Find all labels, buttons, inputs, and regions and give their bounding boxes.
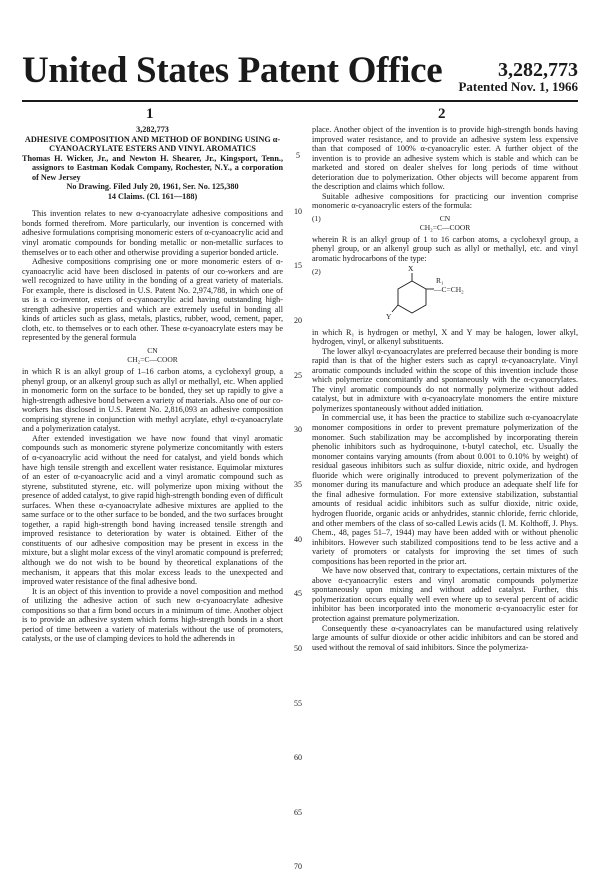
line-number: 50	[294, 644, 302, 653]
line-number: 60	[294, 753, 302, 762]
paragraph: Suitable adhesive compositions for practicing our invention comprise monomeric α-cyanoacrylic esters of the formula:	[312, 191, 578, 211]
line-number: 35	[294, 480, 302, 489]
formula-cn: CN	[147, 346, 158, 356]
inventors: Thomas H. Wicker, Jr., and Newton H. Shearer, Jr., Kingsport, Tenn., assignors to Eastman Kodak Company, Rochester, N.Y., a corporation of New Jersey	[22, 153, 283, 182]
column-number-left: 1	[146, 106, 154, 122]
benzene-ring-diagram	[382, 267, 472, 325]
formula-label: (1)	[312, 213, 321, 223]
line-number: 45	[294, 589, 302, 598]
claims-info: 14 Claims. (Cl. 161—188)	[107, 191, 198, 201]
patent-number: 3,282,773	[498, 59, 578, 81]
line-number: 20	[294, 316, 302, 325]
header-rule	[22, 100, 578, 102]
paragraph: place. Another object of the invention is to provide high-strength bonds having improved water resistance, and to provide an adhesive system less expensive than that composed of 100% α-cyanoacrylic ester. A further object of the invention is to provide an adhesive system which is stable and which can be marketed and stored on dealer shelves for long periods of time without deterioration due to polymerization. Other objects will become apparent from the description and claims which follow.	[312, 125, 578, 192]
patent-number-small: 3,282,773	[136, 125, 169, 134]
substituent-y: Y	[386, 311, 392, 321]
formula-main: CH₂=C—COOR	[127, 355, 178, 365]
line-number: 65	[294, 808, 302, 817]
vinyl-group: —C=CH₂	[434, 284, 464, 294]
line-number: 30	[294, 425, 302, 434]
formula-2	[312, 263, 578, 325]
substituent-r1: R₁	[436, 275, 444, 285]
line-number: 10	[294, 207, 302, 216]
paragraph: This invention relates to new α-cyanoacrylate adhesive compositions and bonds formed therefrom. More particularly, our invention is concerned with adhesive formulations comprising monomeric esters of α-cyanoacrylic acid and vinyl aromatic compounds for bonding metallic or non-metallic surfaces to themselves or to each other and otherwise providing a superior bonded article.	[22, 209, 283, 257]
right-column	[312, 125, 578, 652]
line-number: 70	[294, 862, 302, 871]
line-number: 5	[296, 151, 300, 160]
line-number: 55	[294, 699, 302, 708]
substituent-x: X	[408, 263, 414, 273]
paragraph: We have now observed that, contrary to expectations, certain mixtures of the above α-cyanoacrylic esters and vinyl aromatic compounds polymerize spontaneously upon mixing and without added catalyst. Further, this polymerization occurs equally well even where up to several percent of acidic inhibitor has been incorporated into the monomeric α-cyanoacrylic ester for protection against premature polymerization.	[312, 566, 578, 623]
line-number: 15	[294, 261, 302, 270]
patented-date: Patented Nov. 1, 1966	[458, 79, 578, 94]
left-column	[22, 125, 283, 644]
formula-1	[312, 214, 578, 232]
office-title: United States Patent Office	[22, 50, 443, 91]
general-formula	[22, 346, 283, 364]
formula-main: CH₂=C—COOR	[419, 222, 471, 232]
paragraph: After extended investigation we have now found that vinyl aromatic compounds such as monomeric styrene polymerize concomitantly with esters of α-cyanoacrylic acid without the need for catalyst, and yield bonds which have high tensile strength and excellent water resistance. Equimolar mixtures of an ester of α-cyanoacrylic acid and a vinyl aromatic compound such as styrene, substituted styrene, etc. will polymerize upon mixing without the presence of added catalyst, to give rapid high-strength bonding even of difficult surfaces. When these α-cyanoacrylate adhesive mixtures are applied to the same surface or to the other surface to be bonded, and the two surfaces brought together, a rapid high-strength bond having increased tensile strength and improved resistance to deterioration by water is obtained. Either of the constituents of our adhesive composition may be present in excess in the mixture, but a slight molar excess of the vinyl aromatic compound is preferred; although we do not wish to be bound by theoretical explanations of the mechanism, it appears that this molar excess leads to the unexpected and improved water resistance of the final adhesive bond.	[22, 433, 283, 587]
paragraph: The lower alkyl α-cyanoacrylates are preferred because their bonding is more rapid than is that of the higher esters such as capryl α-cyanoacrylate. Vinyl aromatic compounds included within the scope of this invention include those which polymerize concomitantly and spontaneously with the α-cyanocrylates. The vinyl aromatic compounds do not normally polymerize without added catalyst, but in admixture with α-cyanoacrylate monomers the entire mixture polymerizes spontaneously without added initiation.	[312, 346, 578, 413]
paragraph: in which R₁ is hydrogen or methyl, X and Y may be halogen, lower alkyl, hydrogen, vinyl, or alkenyl substituents.	[312, 327, 578, 347]
paragraph: wherein R is an alkyl group of 1 to 16 carbon atoms, a cyclohexyl group, a phenyl group, or an alkenyl group such as allyl or methallyl, etc. and vinyl aromatic hydrocarbons of the type:	[312, 234, 578, 264]
paragraph: It is an object of this invention to provide a novel composition and method of utilizing the adhesive action of such new α-cyanoacrylate adhesive compositions so that a firm bond occurs in a minimum of time. Another object is to provide an adhesive system which forms high-strength bonds in a short period of time between a variety of materials without the use of promoters, catalysts, or the use of clamping devices to hold the adherends in	[22, 586, 283, 644]
filing-info: No Drawing. Filed July 20, 1961, Ser. No. 125,380	[66, 182, 239, 192]
paragraph: Adhesive compositions comprising one or more monomeric esters of α-cyanoacrylic acid have been disclosed in patents of our co-workers and are well recognized to have utility in the bonding of a great variety of materials. For example, there is disclosed in U.S. Patent No. 2,974,788, in which one of us is a co-inventor, esters of α-cyanoacrylic acid having outstanding high-strength adhesive properties and which are extremely useful in bonding all kinds of articles such as glass, metals, plastics, rubber, wood, cement, paper, cloth, etc. to themselves or to each other. These α-cyanoacrylate esters may be represented by the general formula	[22, 257, 283, 343]
paragraph: in which R is an alkyl group of 1–16 carbon atoms, a cyclohexyl group, a phenyl group, or an alkenyl group such as allyl or methallyl, etc. When applied in monomeric form on the surface to be bonded, they set up rapidly to give a high-strength adhesive bond between a variety of materials. Also one of our co-workers has disclosed in U.S. Patent No. 2,816,093 an adhesive composition comprising styrene in conjunction with methyl acrylate, ethyl α-cyanoacrylate and a polymerization catalyst.	[22, 367, 283, 434]
line-number: 40	[294, 535, 302, 544]
line-number: 25	[294, 371, 302, 380]
invention-title: ADHESIVE COMPOSITION AND METHOD OF BONDING USING α-CYANOACRYLATE ESTERS AND VINYL AROMATICS	[24, 134, 281, 154]
paragraph: In commercial use, it has been the practice to stabilize such α-cyanoacrylate monomer compositions in order to prevent premature polymerization of the monomer. Such stabilization may be accomplished by incorporating therein phenolic inhibitors such as hydroquinone, t-butyl catechol, etc. Usually the monomer contains varying amounts (from about 0.001 to 0.10% by weight) of residual gaseous inhibitors such as sulfur dioxide, nitric oxide, and hydrogen fluoride which were originally introduced to prevent polymerization of the monomer during its manufacture and which produce an adequate shelf life for the final adhesive formulation. For more extensive stabilization, substantial amounts of residual acidic inhibitors such as sulfur dioxide, nitric oxide, hydrogen fluoride, organic acids or anhydrides, stannic chloride, ferric chloride, and other members of the class of so-called Lewis acids (I. M. Kolthoff, J. Phys. Chem., 48, pages 51–7, 1944) may have been added with or without phenolic inhibitors. However such stabilized compositions tend to be less active and a variety of promoters or catalysts for improving the set times of such compositions has been reported in the prior art.	[312, 413, 578, 566]
formula-label: (2)	[312, 266, 321, 276]
formula-cn: CN	[439, 213, 451, 223]
column-number-right: 2	[438, 106, 446, 122]
paragraph: Consequently these α-cyanoacrylates can be manufactured using relatively large amounts of sulfur dioxide or other acidic inhibitors and can be stored and used without the removal of said inhibitors. Since the polymeriza-	[312, 623, 578, 652]
